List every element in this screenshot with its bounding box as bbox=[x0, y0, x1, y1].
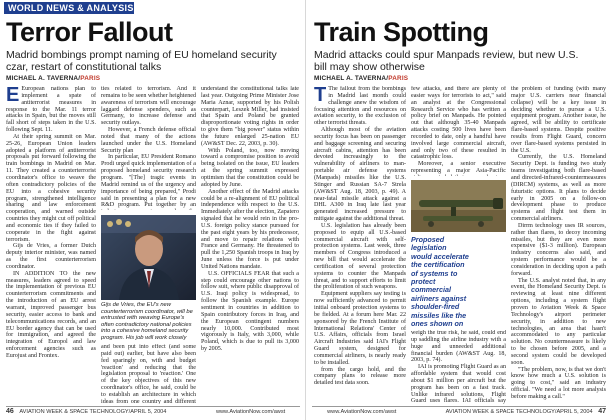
paragraph: weigh the true risk, he said, could end up saddling the airline industry with a huge and unneeded additional financial burden (AW&ST Aug. 18, 2003, p. 74). bbox=[411, 330, 506, 364]
pull-quote: Proposed legislation would accelerate the certification of systems to protect commercial airliners against shoulder-fired missiles like the ones shown on bbox=[411, 236, 469, 328]
byline-name: MICHAEL A. TAVERNA/ bbox=[6, 75, 81, 82]
paragraph: Equipment suppliers say testing is now sufficiently advanced to permit initial onboard protection systems to be fielded. At a forum here Mar. 22 sponsored by the French Institute of International Relations' Center of U.S. Affairs, officials from Israel Aircraft Industries said IAI's Flight Guard system, designed for commercial airliners, is nearly ready to be installed. bbox=[314, 291, 406, 366]
paragraph: With Poland, too, now moving toward a compromise position to avoid being isolated on the issue, EU leaders at the spring summit expressed optimism that the constitution could be adopted by June. bbox=[201, 147, 299, 188]
left-column-2 bbox=[101, 86, 196, 210]
byline-name: MICHAEL A. TAVERNA/ bbox=[314, 75, 389, 82]
article-deck-left: Madrid bombings prompt naming of EU homeland security czar, restart of constitutional talks bbox=[6, 49, 277, 73]
right-column-2-lower bbox=[411, 330, 506, 404]
byline-location: PARIS bbox=[388, 75, 409, 82]
paragraph: IAI is promoting Flight Guard as an affordable system that would cost about $1 million per aircraft but the program has been on a fast track. Unlike infrared solutions, Flight Guard uses flares. IAI officials say bbox=[411, 364, 506, 404]
byline-left bbox=[6, 75, 100, 82]
footer-rule-right bbox=[312, 406, 606, 407]
paragraph: Currently, the U.S. Homeland Security Dept. is funding two study teams investigating both flare-based and directed-infrared-countermeasures (DIRCM) systems, as well as more futuristic options. It plans to decide early in 2005 on a follow-on development phase to produce systems and flight test them in commercial airliners. bbox=[511, 154, 606, 223]
footer-rule-left bbox=[6, 406, 300, 407]
right-column-3 bbox=[511, 86, 606, 404]
photo-caption-left: Gijs de Vries, the EU's new counterterrorism coordinator, will be entrusted with weaving Europe's often contradictory national policies into a cohesive homeland security program. His job will work closely bbox=[101, 302, 193, 341]
left-column-3 bbox=[201, 86, 299, 404]
paragraph: However, a French defense official noted that many of the actions launched under the U.S. Homeland Security plan bbox=[101, 127, 196, 154]
right-column-2 bbox=[411, 86, 506, 176]
photo-gijs-de-vries bbox=[101, 215, 196, 300]
footer-left bbox=[6, 408, 285, 420]
paragraph: T The fallout from the bombings in Madrid last month could challenge anew the wisdom of focusing attention and resources on aviation security, to the exclusion of other terrorist threats. bbox=[314, 86, 406, 127]
footer-url-left[interactable]: www.AviationNow.com/awst bbox=[215, 409, 286, 415]
paragraph: IN ADDITION TO the new measures, leaders agreed to speed the implementation of previous EU counterterrorism commitments and the introduction of an EU arrest warrant, improved passenger bus security, easier access to bank and telecommunications records, and an EU border agency that can be used for immigration, and agreed the integration of Europol and law enforcement agencies such as Eurojust and Frontex. bbox=[6, 270, 96, 359]
paragraph: Another effect of the Madrid attacks could be a re-alignment of EU political independence with respect to the U.S. Immediately after the election, Zapatero signaled that he would rein in the pro-U.S. foreign policy stance pursued for the past eight years by his predecessor, and move to repair relations with France and Germany. He threatened to pull the 1,250 Spanish troops in Iraq by June unless the force is put under United Nations mandate. bbox=[201, 188, 299, 270]
paragraph: Dirrm technology uses IR sources, rather than flares, to decoy incoming missiles, but they are even more expensive ($1-3 million). European industry concerns also said, and system performance would be a consideration in deciding upon a path forward. bbox=[511, 222, 606, 277]
paragraph: U.S. OFFICIALS FEAR that such a step could encourage other nations to follow suit, where public disapproval of U.S. Iraqi policy is widespread, to follow the Spanish example. Europe sentiment in countries in addition to Spain contributory forces in Iraq, and the European contingent numbers nearly 10,000. Contributed most vigorously is Italy, with 3,000, while Poland, which is due to pull its 3,000 by 2005. bbox=[201, 270, 299, 353]
left-column-2-lower bbox=[101, 344, 196, 404]
page-number-right: 47 bbox=[598, 408, 606, 415]
footer-publication-right: AVIATION WEEK & SPACE TECHNOLOGY/APRIL 5, 2004 bbox=[445, 409, 593, 415]
paragraph: understand the constitutional talks late last year. Outgoing Prime Minister Jose Maria Aznar, supported by his Polish counterpart, Leszek Miller, had insisted that Spain and Poland be granted disproportionate voting rights in order to give them "big power" status within the future enlarged 25-nation EU (AW&ST Dec. 22, 2003, p. 30). bbox=[201, 86, 299, 147]
drop-cap: E bbox=[6, 86, 20, 106]
page-number-left: 46 bbox=[6, 408, 14, 415]
footer-url-right[interactable]: www.AviationNow.com/awst bbox=[327, 409, 397, 415]
right-column-2-side bbox=[472, 236, 506, 326]
section-label: WORLD NEWS & ANALYSIS bbox=[8, 3, 134, 13]
paragraph: The U.S. analyst noted that, in any event, the Homeland Security Dept. is reviewing at least nine different options, including a system flight proven to Aviation Week & Space Technology's airport perimeter security, in addition to new technologies, an area that hasn't accommodated to any particular solution. No countermeasure is likely to be chosen before 2005, and a second system could be developed soon. bbox=[511, 277, 606, 366]
drop-cap: T bbox=[314, 86, 327, 106]
right-column-1 bbox=[314, 86, 406, 404]
photo-manpads-missile bbox=[411, 180, 506, 232]
paragraph: and been put into effect (and some paid out) earlier, but have also been fed sparingly on, with and budget 'reaction' and reducing that the legislation proposal to 'reaction.' One of the key objectives of this new coordinator's office, he said, could be to establish an architecture in which ideas from one country and different bbox=[101, 344, 196, 404]
paragraph: from the cargo hold, and the company plans to release more detailed test data soon. bbox=[314, 366, 406, 387]
article-title-right: Train Spotting bbox=[314, 17, 489, 47]
paragraph: "The problem, now, is that we don't know how much a U.S. solution is going to cost," said an industry official. "We need a lot more analysis before making a call." bbox=[511, 366, 606, 400]
article-title-left: Terror Fallout bbox=[6, 17, 173, 47]
right-page bbox=[306, 0, 612, 420]
paragraph: At their spring summit on Mar. 25-26, European Union leaders adopted a platform of antiterrorist proposals put forward following the train bombings in Madrid on Mar. 11. They created a counterterrorist coordinator's office to weave the often contradictory policies of the EU into a cohesive security program, strengthened intelligence sharing and law enforcement cooperation, and warned outside countries they might cut off political and economic ties if they failed to cooperate in the fight against terrorism. bbox=[6, 133, 96, 243]
paragraph: the problem of funding (with many major U.S. carriers near financial collapse) will be a key issue in deciding whether to pursue a U.S. equipment program. Another issue, he agreed, will be ability to certificate flare-based systems. Despite positive results from Flight Guard, concern over flare-based systems persisted in the U.S. bbox=[511, 86, 606, 154]
left-column-1 bbox=[6, 86, 96, 404]
paragraph: Although most of the aviation security focus has been on passenger and baggage screening and securing aircraft cabins, attention has been devoted increasingly to the vulnerability of airliners to man-portable air defense systems (Manpads) missiles like the U.S. Stinger and Russian SA-7 Strela (AW&ST Aug. 18, 2003, p. 49). A near-fatal missile attack against a DHL A300 in Iraq late last year generated increased pressure to mitigate against the additional threat. bbox=[314, 127, 406, 223]
paragraph: few attacks, and there are plenty of easier ways for terrorists to act," said an analyst at the Congressional Research Service who has written a policy brief on Manpads. He pointed out that although 35-40 Manpads attacks costing 500 lives have been recorded to date, only a handful have involved large commercial aircraft, and only two of these resulted in catastrophic loss. bbox=[411, 86, 506, 161]
paragraph: ties related to terrorism. And it remains to be seen whether heightened awareness of terrorism will encourage laggard defense spenders, such as Germany, to increase defense and security outlays. bbox=[101, 86, 196, 127]
byline-right bbox=[314, 75, 408, 82]
paragraph: Moreover, a senior executive representing a major Asia-Pacific bbox=[411, 161, 506, 175]
article-deck-right: Madrid attacks could spur Manpads review, but new U.S. bill may show otherwise bbox=[314, 49, 579, 73]
footer-right bbox=[312, 408, 606, 420]
paragraph: In particular, EU President Romano Prodi urged quick implementation of a proposed homeland security research program. "[The] tragic events in Madrid remind us of the urgency and importance of being prepared," Prodi said in presenting a plan for a new R&D program. Put together by an bbox=[101, 154, 196, 209]
paragraph: E European nations plan to implement a spate of antiterrorist measures in response to the Mar. 11 terror attacks in Spain, but the moves still fall short of steps taken in the U.S. following Sept. 11. bbox=[6, 86, 96, 134]
paragraph: U.S. legislation has already been proposed to equip all U.S.-based commercial aircraft with self-protection systems. Last week, three members of Congress introduced a new bill that would accelerate the certification of several protection systems to counter the Manpads threat, and to support efforts to limit the proliferation of such weapons. bbox=[314, 222, 406, 291]
footer-publication-left: AVIATION WEEK & SPACE TECHNOLOGY/APRIL 5, 2004 bbox=[19, 409, 167, 415]
paragraph: Gijs de Vries, a former Dutch deputy interior minister, was named as the first counterterrorism coordinator. bbox=[6, 243, 96, 270]
byline-location: PARIS bbox=[80, 75, 101, 82]
